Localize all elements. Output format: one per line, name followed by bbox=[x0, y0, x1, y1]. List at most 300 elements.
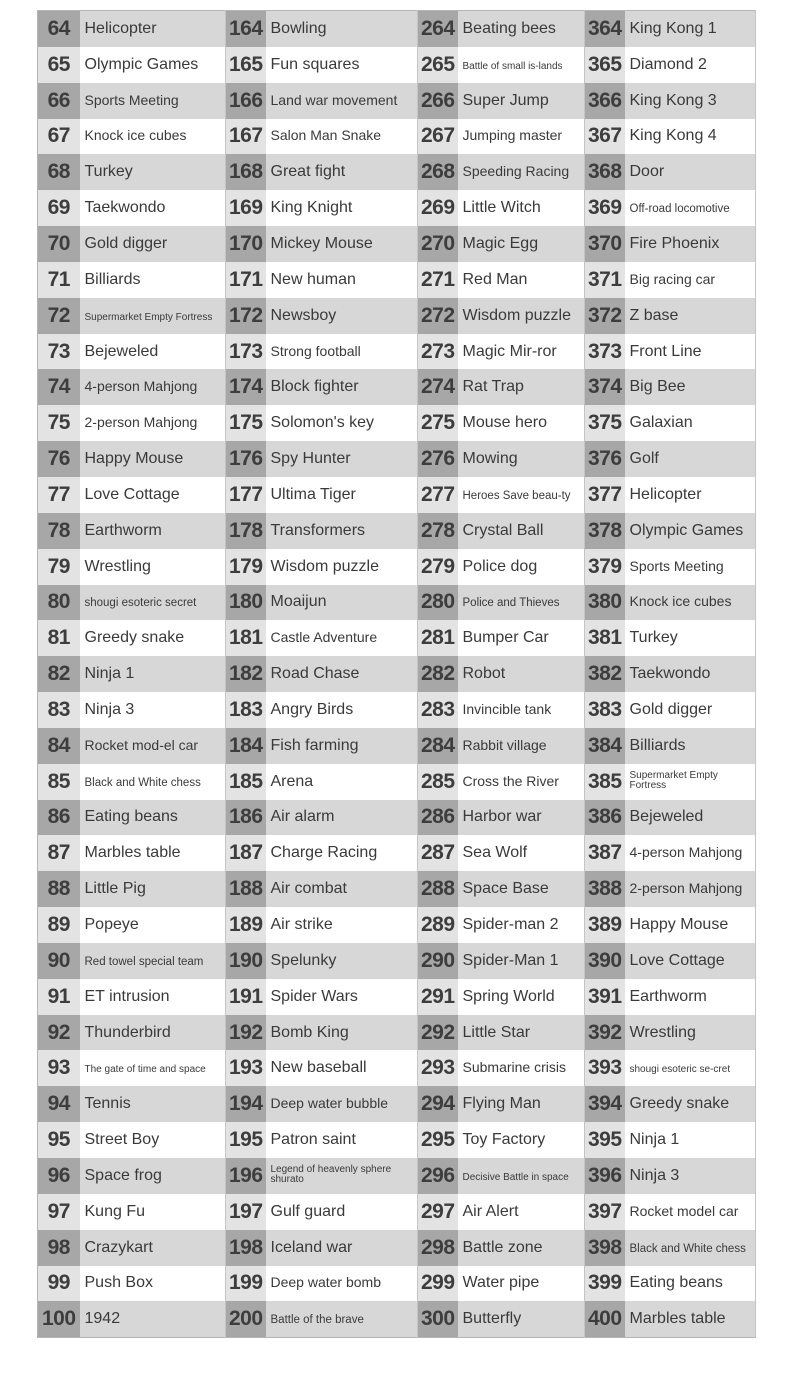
game-number: 387 bbox=[585, 835, 625, 871]
game-number: 380 bbox=[585, 585, 625, 621]
game-name: Greedy snake bbox=[629, 1095, 730, 1113]
game-name: Space frog bbox=[84, 1166, 162, 1184]
game-name: Submarine crisis bbox=[462, 1059, 566, 1076]
game-name: Knock ice cubes bbox=[84, 127, 187, 144]
table-row bbox=[38, 585, 756, 621]
game-number: 364 bbox=[585, 11, 625, 47]
game-name-cell bbox=[266, 979, 418, 1015]
game-name-cell bbox=[625, 656, 756, 692]
game-name-cell bbox=[80, 800, 226, 836]
game-name: Spring World bbox=[462, 987, 555, 1005]
game-name-cell bbox=[266, 728, 418, 764]
game-name: Happy Mouse bbox=[84, 450, 184, 468]
game-number: 76 bbox=[38, 441, 80, 477]
game-name: 2-person Mahjong bbox=[629, 880, 743, 897]
game-name-cell bbox=[625, 549, 756, 585]
game-number: 196 bbox=[226, 1158, 266, 1194]
game-name-cell bbox=[458, 369, 585, 405]
game-number: 293 bbox=[418, 1050, 458, 1086]
game-name-cell bbox=[625, 1122, 756, 1158]
game-number: 381 bbox=[585, 620, 625, 656]
game-number: 186 bbox=[226, 800, 266, 836]
game-name-cell bbox=[625, 871, 756, 907]
game-name-cell bbox=[80, 513, 226, 549]
game-name-cell bbox=[458, 907, 585, 943]
table-row bbox=[38, 477, 756, 513]
game-name-cell bbox=[458, 1266, 585, 1302]
game-number: 181 bbox=[226, 620, 266, 656]
game-number: 189 bbox=[226, 907, 266, 943]
game-name: Bowling bbox=[270, 19, 327, 37]
game-name-cell bbox=[80, 943, 226, 979]
game-name-cell bbox=[80, 83, 226, 119]
game-number: 95 bbox=[38, 1122, 80, 1158]
table-row bbox=[38, 800, 756, 836]
game-name-cell bbox=[625, 405, 756, 441]
game-number: 385 bbox=[585, 764, 625, 800]
game-name: Push Box bbox=[84, 1274, 153, 1292]
game-name: Rat Trap bbox=[462, 378, 524, 396]
game-number: 96 bbox=[38, 1158, 80, 1194]
game-name: Olympic Games bbox=[629, 521, 744, 539]
game-number: 183 bbox=[226, 692, 266, 728]
table-row bbox=[38, 441, 756, 477]
game-name: Love Cottage bbox=[629, 951, 725, 969]
game-number: 399 bbox=[585, 1266, 625, 1302]
game-name-cell bbox=[625, 262, 756, 298]
game-name-cell bbox=[266, 369, 418, 405]
table-row bbox=[38, 692, 756, 728]
game-number: 379 bbox=[585, 549, 625, 585]
game-name-cell bbox=[458, 298, 585, 334]
game-name-cell bbox=[266, 585, 418, 621]
game-number: 167 bbox=[226, 119, 266, 155]
game-number: 164 bbox=[226, 11, 266, 47]
game-name-cell bbox=[625, 190, 756, 226]
game-number: 291 bbox=[418, 979, 458, 1015]
game-name-cell bbox=[458, 1158, 585, 1194]
game-name-cell bbox=[625, 1230, 756, 1266]
table-row bbox=[38, 835, 756, 871]
game-name: Ninja 3 bbox=[84, 700, 135, 718]
game-name-cell bbox=[80, 334, 226, 370]
table-row bbox=[38, 871, 756, 907]
game-name: Spider-Man 1 bbox=[462, 951, 559, 969]
game-name: Big Bee bbox=[629, 378, 686, 396]
game-number: 71 bbox=[38, 262, 80, 298]
game-name-cell bbox=[458, 119, 585, 155]
game-name-cell bbox=[625, 620, 756, 656]
game-name: Diamond 2 bbox=[629, 55, 707, 73]
game-name: 2-person Mahjong bbox=[84, 414, 198, 431]
game-name-cell bbox=[625, 728, 756, 764]
game-name: Cross the River bbox=[462, 772, 559, 789]
game-name: Ultima Tiger bbox=[270, 485, 356, 503]
game-name: Wisdom puzzle bbox=[462, 306, 571, 324]
game-number: 386 bbox=[585, 800, 625, 836]
game-number: 281 bbox=[418, 620, 458, 656]
game-name-cell bbox=[266, 800, 418, 836]
game-name-cell bbox=[458, 154, 585, 190]
game-number: 90 bbox=[38, 943, 80, 979]
game-name: Kung Fu bbox=[84, 1202, 145, 1220]
game-number: 190 bbox=[226, 943, 266, 979]
game-number: 172 bbox=[226, 298, 266, 334]
game-name-cell bbox=[266, 1050, 418, 1086]
game-number: 176 bbox=[226, 441, 266, 477]
game-name: Toy Factory bbox=[462, 1131, 546, 1149]
game-name-cell bbox=[625, 943, 756, 979]
game-number: 298 bbox=[418, 1230, 458, 1266]
game-name-cell bbox=[458, 549, 585, 585]
game-name: Great fight bbox=[270, 163, 346, 181]
game-number: 400 bbox=[585, 1301, 625, 1337]
game-name-cell bbox=[625, 119, 756, 155]
game-name-cell bbox=[625, 1194, 756, 1230]
game-name-cell bbox=[458, 620, 585, 656]
game-name: Rocket mod-el car bbox=[84, 736, 199, 753]
game-name-cell bbox=[625, 907, 756, 943]
game-name: King Knight bbox=[270, 199, 353, 217]
game-number: 384 bbox=[585, 728, 625, 764]
game-name-cell bbox=[458, 477, 585, 513]
game-name-cell bbox=[80, 47, 226, 83]
game-number: 178 bbox=[226, 513, 266, 549]
game-name-cell bbox=[625, 369, 756, 405]
game-name: Angry Birds bbox=[270, 700, 354, 718]
game-number: 268 bbox=[418, 154, 458, 190]
game-name-cell bbox=[266, 1266, 418, 1302]
game-number: 395 bbox=[585, 1122, 625, 1158]
game-name: Block fighter bbox=[270, 378, 359, 396]
table-row bbox=[38, 1122, 756, 1158]
game-number: 271 bbox=[418, 262, 458, 298]
game-name-cell bbox=[625, 764, 756, 800]
game-number: 274 bbox=[418, 369, 458, 405]
game-name-cell bbox=[266, 907, 418, 943]
table-row bbox=[38, 1301, 756, 1337]
game-number: 390 bbox=[585, 943, 625, 979]
game-name-cell bbox=[266, 298, 418, 334]
game-name: Off-road locomotive bbox=[629, 203, 730, 216]
game-name: Invincible tank bbox=[462, 700, 552, 717]
game-name: Police dog bbox=[462, 557, 538, 575]
game-name-cell bbox=[458, 656, 585, 692]
game-name-cell bbox=[458, 728, 585, 764]
game-name-cell bbox=[458, 585, 585, 621]
game-name: Little Pig bbox=[84, 880, 146, 898]
game-name: Marbles table bbox=[84, 844, 181, 862]
table-row bbox=[38, 1050, 756, 1086]
game-name-cell bbox=[80, 226, 226, 262]
game-name-cell bbox=[625, 1086, 756, 1122]
game-name: Bejeweled bbox=[629, 808, 704, 826]
game-name-cell bbox=[80, 119, 226, 155]
game-name: Space Base bbox=[462, 880, 549, 898]
game-name: Black and White chess bbox=[84, 776, 201, 789]
game-name: Billiards bbox=[84, 270, 141, 288]
game-number: 82 bbox=[38, 656, 80, 692]
game-number: 389 bbox=[585, 907, 625, 943]
game-name: Supermarket Empty Fortress bbox=[84, 311, 213, 323]
game-name-cell bbox=[625, 1158, 756, 1194]
game-number: 185 bbox=[226, 764, 266, 800]
game-name-cell bbox=[625, 154, 756, 190]
game-name-cell bbox=[266, 835, 418, 871]
game-name-cell bbox=[80, 620, 226, 656]
game-number: 97 bbox=[38, 1194, 80, 1230]
game-number: 188 bbox=[226, 871, 266, 907]
game-number: 66 bbox=[38, 83, 80, 119]
game-name-cell bbox=[625, 800, 756, 836]
game-number: 398 bbox=[585, 1230, 625, 1266]
table-row bbox=[38, 47, 756, 83]
game-number: 85 bbox=[38, 764, 80, 800]
game-number: 270 bbox=[418, 226, 458, 262]
game-name-cell bbox=[266, 692, 418, 728]
table-row bbox=[38, 549, 756, 585]
game-name: Salon Man Snake bbox=[270, 127, 382, 144]
game-number: 397 bbox=[585, 1194, 625, 1230]
game-number: 197 bbox=[226, 1194, 266, 1230]
game-number: 277 bbox=[418, 477, 458, 513]
game-number: 65 bbox=[38, 47, 80, 83]
table-row bbox=[38, 656, 756, 692]
game-number: 171 bbox=[226, 262, 266, 298]
game-name: Gold digger bbox=[84, 234, 168, 252]
game-name-cell bbox=[625, 1015, 756, 1051]
game-name-cell bbox=[458, 1230, 585, 1266]
game-name-cell bbox=[266, 1015, 418, 1051]
table-row bbox=[38, 405, 756, 441]
game-number: 280 bbox=[418, 585, 458, 621]
game-name-cell bbox=[266, 1230, 418, 1266]
game-name-cell bbox=[80, 585, 226, 621]
game-name-cell bbox=[266, 11, 418, 47]
game-number: 98 bbox=[38, 1230, 80, 1266]
game-name: Transformers bbox=[270, 521, 366, 539]
game-name-cell bbox=[266, 83, 418, 119]
game-name-cell bbox=[458, 943, 585, 979]
game-number: 278 bbox=[418, 513, 458, 549]
game-name-cell bbox=[80, 764, 226, 800]
game-name-cell bbox=[80, 262, 226, 298]
game-name: Iceland war bbox=[270, 1238, 353, 1256]
game-number: 180 bbox=[226, 585, 266, 621]
game-number: 376 bbox=[585, 441, 625, 477]
game-number: 77 bbox=[38, 477, 80, 513]
game-name-cell bbox=[80, 907, 226, 943]
game-number: 288 bbox=[418, 871, 458, 907]
game-name: Earthworm bbox=[629, 987, 707, 1005]
game-number: 89 bbox=[38, 907, 80, 943]
game-name: Thunderbird bbox=[84, 1023, 171, 1041]
game-name-cell bbox=[80, 1301, 226, 1337]
game-name: Heroes Save beau-ty bbox=[462, 489, 571, 502]
game-number: 79 bbox=[38, 549, 80, 585]
game-name: Jumping master bbox=[462, 127, 563, 144]
game-number: 273 bbox=[418, 334, 458, 370]
game-number: 169 bbox=[226, 190, 266, 226]
game-name-cell bbox=[625, 477, 756, 513]
game-name: Little Witch bbox=[462, 199, 541, 217]
game-name-cell bbox=[266, 119, 418, 155]
game-name: The gate of time and space bbox=[84, 1064, 206, 1076]
game-number: 285 bbox=[418, 764, 458, 800]
game-name: Ninja 1 bbox=[629, 1131, 680, 1149]
table-row bbox=[38, 119, 756, 155]
game-name: 1942 bbox=[84, 1310, 121, 1328]
game-name-cell bbox=[458, 800, 585, 836]
game-name-cell bbox=[266, 871, 418, 907]
game-number: 182 bbox=[226, 656, 266, 692]
game-name: Ninja 3 bbox=[629, 1166, 680, 1184]
game-name-cell bbox=[80, 405, 226, 441]
game-name-cell bbox=[266, 943, 418, 979]
game-name-cell bbox=[458, 871, 585, 907]
game-name-cell bbox=[80, 1015, 226, 1051]
game-name: New baseball bbox=[270, 1059, 367, 1077]
game-number: 74 bbox=[38, 369, 80, 405]
game-number: 84 bbox=[38, 728, 80, 764]
game-number: 382 bbox=[585, 656, 625, 692]
game-number: 365 bbox=[585, 47, 625, 83]
game-name-cell bbox=[80, 1158, 226, 1194]
game-name-cell bbox=[266, 154, 418, 190]
game-name: Fire Phoenix bbox=[629, 234, 720, 252]
game-name-cell bbox=[266, 764, 418, 800]
game-name-cell bbox=[625, 979, 756, 1015]
game-name: Road Chase bbox=[270, 665, 360, 683]
game-name: Speeding Racing bbox=[462, 163, 570, 180]
table-row bbox=[38, 11, 756, 47]
game-number: 199 bbox=[226, 1266, 266, 1302]
game-name-cell bbox=[266, 656, 418, 692]
table-row bbox=[38, 1194, 756, 1230]
game-name-cell bbox=[458, 334, 585, 370]
game-name: Supermarket Empty Fortress bbox=[629, 769, 718, 791]
game-name: Crazykart bbox=[84, 1238, 153, 1256]
game-name-cell bbox=[80, 1266, 226, 1302]
game-name-cell bbox=[266, 47, 418, 83]
game-name-cell bbox=[458, 190, 585, 226]
game-name: Street Boy bbox=[84, 1131, 160, 1149]
game-name-cell bbox=[458, 979, 585, 1015]
game-name-cell bbox=[458, 692, 585, 728]
game-name: Helicopter bbox=[629, 485, 702, 503]
game-number: 372 bbox=[585, 298, 625, 334]
game-name: Deep water bomb bbox=[270, 1274, 382, 1291]
table-row bbox=[38, 298, 756, 334]
game-name: Air strike bbox=[270, 916, 333, 934]
game-name-cell bbox=[266, 1086, 418, 1122]
game-name-cell bbox=[266, 549, 418, 585]
game-number: 100 bbox=[38, 1301, 80, 1337]
game-name-cell bbox=[80, 692, 226, 728]
game-name: Sports Meeting bbox=[84, 91, 179, 108]
game-number: 279 bbox=[418, 549, 458, 585]
game-name: Happy Mouse bbox=[629, 916, 729, 934]
game-name: Sports Meeting bbox=[629, 557, 724, 574]
game-name: Castle Adventure bbox=[270, 629, 378, 646]
game-list-table bbox=[37, 10, 756, 1338]
game-name: Wrestling bbox=[629, 1023, 696, 1041]
game-name-cell bbox=[266, 226, 418, 262]
game-name: Eating beans bbox=[629, 1274, 723, 1292]
table-row bbox=[38, 1230, 756, 1266]
game-name-cell bbox=[458, 11, 585, 47]
game-name-cell bbox=[80, 1050, 226, 1086]
game-name-cell bbox=[625, 47, 756, 83]
table-row bbox=[38, 728, 756, 764]
game-name-cell bbox=[458, 262, 585, 298]
game-name: Ninja 1 bbox=[84, 665, 135, 683]
game-name: Little Star bbox=[462, 1023, 531, 1041]
game-name-cell bbox=[458, 405, 585, 441]
game-number: 194 bbox=[226, 1086, 266, 1122]
game-name: Popeye bbox=[84, 916, 139, 934]
game-name-cell bbox=[266, 190, 418, 226]
game-number: 294 bbox=[418, 1086, 458, 1122]
game-name-cell bbox=[80, 298, 226, 334]
game-name: Charge Racing bbox=[270, 844, 378, 862]
game-number: 282 bbox=[418, 656, 458, 692]
game-number: 265 bbox=[418, 47, 458, 83]
game-number: 377 bbox=[585, 477, 625, 513]
game-name-cell bbox=[80, 154, 226, 190]
game-number: 391 bbox=[585, 979, 625, 1015]
game-name-cell bbox=[266, 1301, 418, 1337]
game-name-cell bbox=[458, 83, 585, 119]
game-name-cell bbox=[266, 441, 418, 477]
game-name-cell bbox=[266, 1122, 418, 1158]
game-number: 392 bbox=[585, 1015, 625, 1051]
game-name: Deep water bubble bbox=[270, 1095, 389, 1112]
table-row bbox=[38, 1086, 756, 1122]
game-name: Fun squares bbox=[270, 55, 360, 73]
game-number: 64 bbox=[38, 11, 80, 47]
game-number: 179 bbox=[226, 549, 266, 585]
game-name-cell bbox=[458, 1015, 585, 1051]
game-name: Battle of the brave bbox=[270, 1314, 364, 1327]
table-row bbox=[38, 262, 756, 298]
game-name: Z base bbox=[629, 306, 679, 324]
game-name: Bumper Car bbox=[462, 629, 549, 647]
game-number: 191 bbox=[226, 979, 266, 1015]
game-number: 269 bbox=[418, 190, 458, 226]
game-number: 394 bbox=[585, 1086, 625, 1122]
game-number: 373 bbox=[585, 334, 625, 370]
game-name: Rocket model car bbox=[629, 1202, 739, 1219]
table-row bbox=[38, 907, 756, 943]
game-number: 366 bbox=[585, 83, 625, 119]
table-row bbox=[38, 513, 756, 549]
game-name-cell bbox=[625, 513, 756, 549]
game-name-cell bbox=[458, 226, 585, 262]
game-name-cell bbox=[458, 1301, 585, 1337]
game-name: Newsboy bbox=[270, 306, 337, 324]
game-name: Helicopter bbox=[84, 19, 157, 37]
game-number: 92 bbox=[38, 1015, 80, 1051]
table-row bbox=[38, 979, 756, 1015]
game-name-cell bbox=[80, 11, 226, 47]
game-name: Olympic Games bbox=[84, 55, 199, 73]
game-name: Golf bbox=[629, 450, 659, 468]
game-number: 264 bbox=[418, 11, 458, 47]
game-name-cell bbox=[80, 369, 226, 405]
game-name-cell bbox=[266, 1158, 418, 1194]
game-number: 370 bbox=[585, 226, 625, 262]
